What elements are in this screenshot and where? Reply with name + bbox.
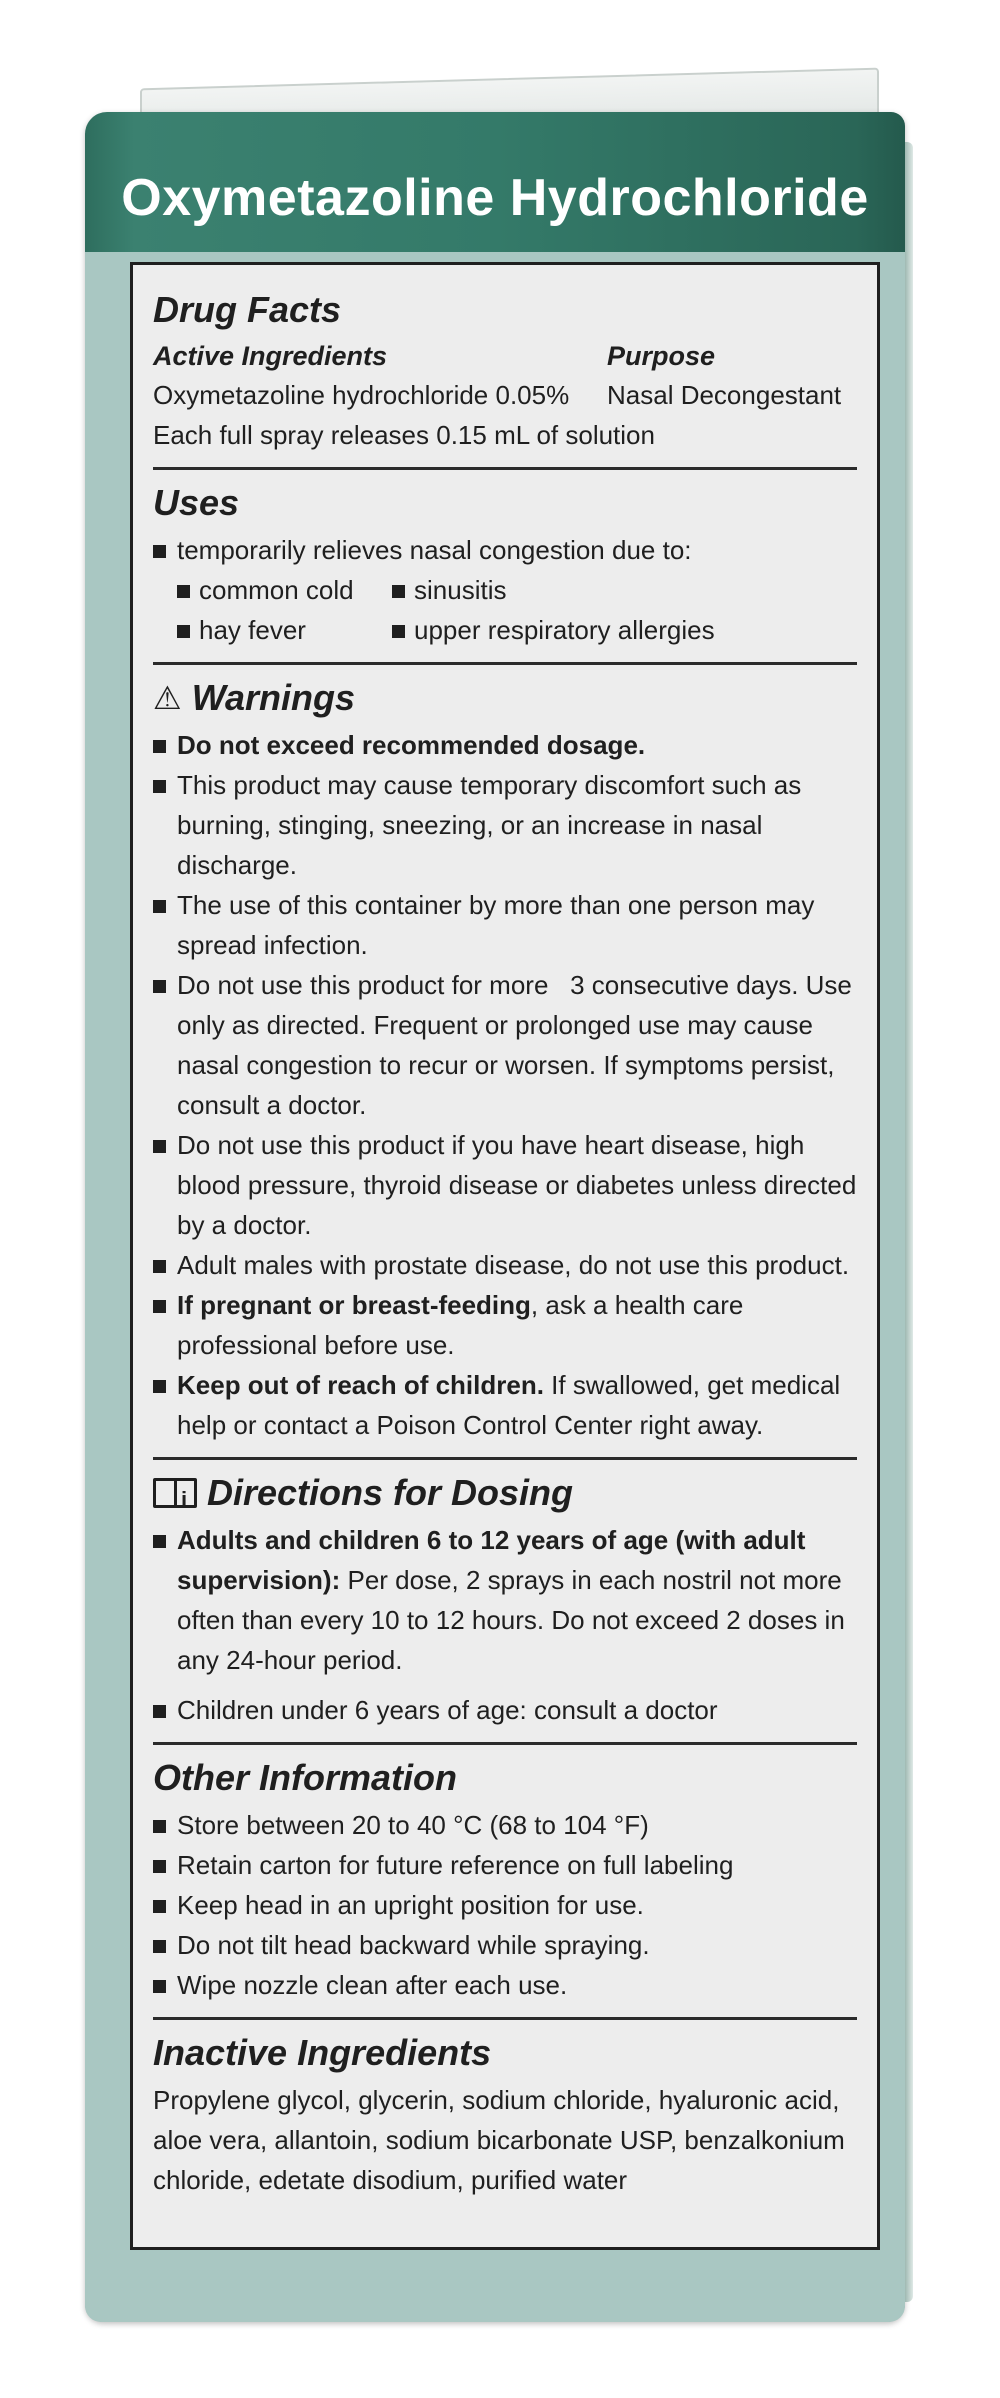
warning-item: The use of this container by more than one person may spread infection. — [153, 885, 857, 965]
warning-item: Do not use this product if you have heart disease, high blood pressure, thyroid disease or diabetes unless directed by a doctor. — [153, 1125, 857, 1245]
warning-item: Adult males with prostate disease, do not use this product. — [153, 1245, 857, 1285]
use-item: hay fever — [177, 610, 392, 650]
active-ingredient: Oxymetazoline hydrochloride 0.05% — [153, 380, 570, 410]
product-title: Oxymetazoline Hydrochloride — [121, 169, 869, 227]
purpose-value: Nasal Decongestant — [607, 380, 842, 410]
directions-heading: Directions for Dosing — [207, 1472, 574, 1513]
warning-item: Do not use this product for more 3 consecutive days. Use only as directed. Frequent or prolonged use may cause nasal congestion to recur or worsen. If symptoms persist, consult a doctor. — [153, 965, 857, 1125]
directions-section — [153, 1470, 857, 1745]
other-info-item: Store between 20 to 40 °C (68 to 104 °F) — [153, 1805, 857, 1845]
other-info-item: Do not tilt head backward while spraying. — [153, 1925, 857, 1965]
warning-item: If pregnant or breast-feeding, ask a health care professional before use. — [153, 1285, 857, 1365]
inactive-ingredients-text: Propylene glycol, glycerin, sodium chloride, hyaluronic acid, aloe vera, allantoin, sodium bicarbonate USP, benzalkonium chloride, edetate disodium, purified water — [153, 2085, 845, 2195]
inactive-ingredients-heading: Inactive Ingredients — [153, 2032, 492, 2073]
warnings-heading: Warnings — [191, 677, 356, 718]
inactive-ingredients-section — [153, 2030, 857, 2212]
direction-item: Adults and children 6 to 12 years of age (with adult supervision): Per dose, 2 sprays in each nostril not more often than every 10 to 12 hours. Do not exceed 2 doses in any 24-hour period. — [153, 1520, 857, 1680]
direction-item: Children under 6 years of age: consult a doctor — [153, 1690, 857, 1730]
use-item: sinusitis — [392, 570, 857, 610]
purpose-heading: Purpose — [607, 341, 716, 371]
uses-section — [153, 480, 857, 665]
other-info-item: Keep head in an upright position for use. — [153, 1885, 857, 1925]
spray-note: Each full spray releases 0.15 mL of solution — [153, 420, 655, 450]
other-info-section — [153, 1755, 857, 2020]
drug-facts-section — [153, 287, 857, 470]
use-item: common cold — [177, 570, 392, 610]
warning-item: Do not exceed recommended dosage. — [153, 725, 857, 765]
other-info-heading: Other Information — [153, 1757, 457, 1798]
uses-intro: temporarily relieves nasal congestion due to: — [153, 530, 857, 570]
active-ingredients-heading: Active Ingredients — [153, 341, 388, 371]
warning-item: This product may cause temporary discomfort such as burning, stinging, sneezing, or an increase in nasal discharge. — [153, 765, 857, 885]
warning-triangle-icon: ⚠ — [153, 680, 182, 716]
use-item: upper respiratory allergies — [392, 610, 857, 650]
book-info-icon — [153, 1478, 197, 1508]
uses-heading: Uses — [153, 482, 240, 523]
other-info-item: Retain carton for future reference on full labeling — [153, 1845, 857, 1885]
drug-facts-heading: Drug Facts — [153, 289, 342, 330]
warnings-section — [153, 675, 860, 1460]
other-info-item: Wipe nozzle clean after each use. — [153, 1965, 857, 2005]
warning-item: Keep out of reach of children. If swallowed, get medical help or contact a Poison Control Center right away. — [153, 1365, 857, 1445]
drug-facts-panel — [130, 262, 880, 2250]
